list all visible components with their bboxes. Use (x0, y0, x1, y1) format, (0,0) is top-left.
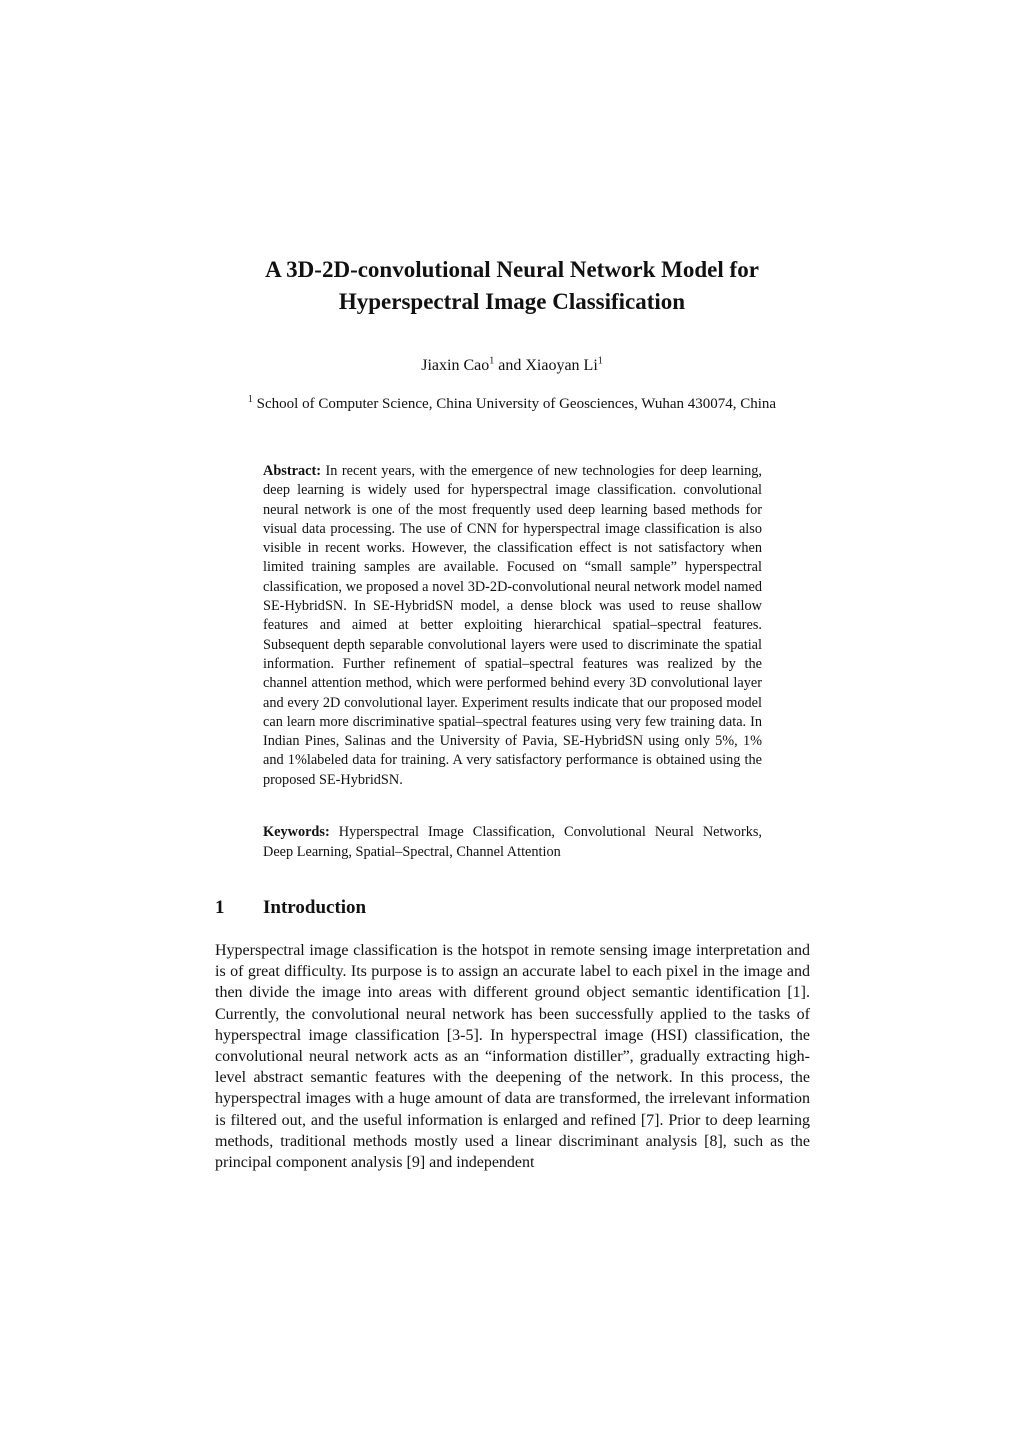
affiliation-mark: 1 (597, 355, 603, 367)
keywords-label: Keywords: (263, 824, 330, 840)
keywords (263, 823, 762, 862)
author-connector: and (494, 357, 526, 374)
affiliation-text: School of Computer Science, China University of Geosciences, Wuhan 430074, China (256, 396, 777, 412)
author-name: Jiaxin Cao (421, 357, 490, 374)
section-heading-introduction (215, 896, 366, 920)
paper-title-line-2: Hyperspectral Image Classification (338, 289, 686, 314)
paper-title (120, 254, 904, 318)
section-number: 1 (215, 897, 225, 918)
abstract-label: Abstract: (263, 463, 321, 479)
section-title: Introduction (263, 897, 367, 918)
abstract-text: In recent years, with the emergence of new technologies for deep learning, deep learning is widely used for hyperspectral image classification. convolutional neural network is one of the most frequently used deep learning based methods for visual data processing. The use of CNN for hyperspectral image classification is also visible in recent works. However, the classification effect is not satisfactory when limited training samples are available. Focused on “small sample” hyperspectral classification, we proposed a novel 3D-2D-convolutional neural network model named SE-HybridSN. In SE-HybridSN model, a dense block was used to reuse shallow features and aimed at better exploiting hierarchical spatial–spectral features. Subsequent depth separable convolutional layers were used to discriminate the spatial information. Further refinement of spatial–spectral features was realized by the channel attention method, which were performed behind every 3D convolutional layer and every 2D convolutional layer. Experiment results indicate that our proposed model can learn more discriminative spatial–spectral features using very few training data. In Indian Pines, Salinas and the University of Pavia, SE-HybridSN using only 5%, 1% and 1%labeled data for training. A very satisfactory performance is obtained using the proposed SE-HybridSN. (263, 463, 763, 788)
paper-title-line-1: A 3D-2D-convolutional Neural Network Model for (265, 257, 759, 282)
author-name: Xiaoyan Li (525, 357, 598, 374)
affiliation-mark: 1 (247, 394, 253, 405)
introduction-paragraph: Hyperspectral image classification is the hotspot in remote sensing image interpretation and is of great difficulty. Its purpose is to assign an accurate label to each pixel in the image and then divide the image into areas with different ground object semantic identification [1]. Currently, the convolutional neural network has been successfully applied to the tasks of hyperspectral image classification [3-5]. In hyperspectral image (HSI) classification, the convolutional neural network acts as an “information distiller”, gradually extracting high-level abstract semantic features with the deepening of the network. In this process, the hyperspectral images with a huge amount of data are transformed, the irrelevant information is filtered out, and the useful information is enlarged and refined [7]. Prior to deep learning methods, traditional methods mostly used a linear discriminant analysis [8], such as the principal component analysis [9] and independent (215, 942, 810, 1172)
keywords-text: Hyperspectral Image Classification, Convolutional Neural Networks, Deep Learning, Spatial–Spectral, Channel Attention (263, 824, 763, 860)
affiliation-mark: 1 (489, 355, 495, 367)
affiliation (120, 394, 904, 414)
abstract (263, 462, 762, 790)
author-list (120, 356, 904, 376)
